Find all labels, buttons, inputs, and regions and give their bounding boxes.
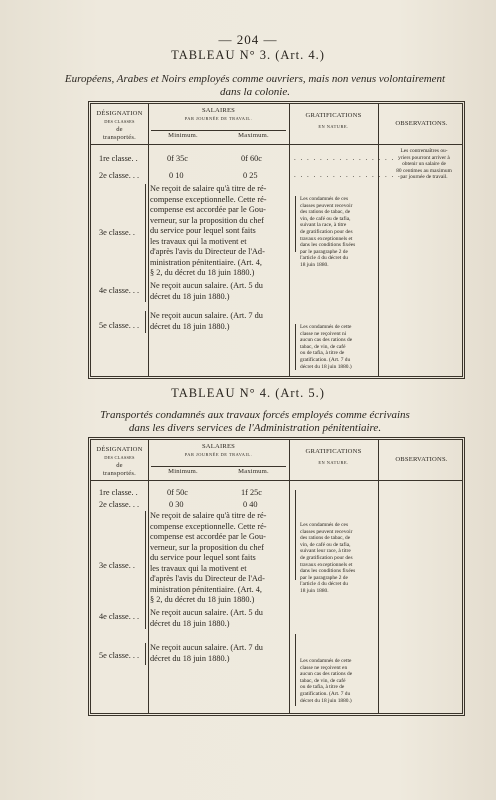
text-line: Ne reçoit de salaire qu'à titre de ré- [150, 511, 267, 520]
grat-line: décret du 18 juin 1880.) [300, 363, 352, 370]
grat-line: de gratification pour des [300, 228, 353, 235]
grat-line: vin, de café ou de tafia, [300, 541, 351, 548]
note-line: obtenir un salaire de [402, 161, 446, 168]
grat-line: l'article 4 du décret du [300, 581, 348, 588]
header-text: DÉSIGNATION [96, 446, 143, 453]
text-line: décret du 18 juin 1880.) [150, 653, 230, 663]
note-line: vriers pourront arriver à [398, 154, 450, 161]
grat-line: suivant la race, à titre [300, 222, 347, 229]
text-line: Ne reçoit aucun salaire. (Art. 7 du [150, 643, 263, 652]
text-line: Ne reçoit aucun salaire. (Art. 5 du [150, 281, 263, 290]
classe-4: 4e classe. . . [99, 612, 140, 621]
header-text: transportés. [103, 134, 136, 141]
grat-line: classes peuvent recevoir [300, 528, 353, 535]
text-line: compense exceptionnelle. Cette ré- [150, 194, 267, 204]
gratifications-header [289, 448, 378, 467]
grat-line: décret du 18 juin 1880.) [300, 697, 352, 704]
table4-subtitle-line: Transportés condamnés aux travaux forcés employés comme écrivains [100, 409, 410, 421]
designation-header [91, 110, 148, 142]
classe5-text [150, 643, 290, 664]
grat-line: classe ne reçoivent en [300, 664, 348, 671]
header-text: EN NATURE. [318, 124, 349, 129]
grat-line: travaux exceptionnels et [300, 235, 353, 242]
header-text: DÉSIGNATION [96, 110, 143, 117]
table4-subtitle [60, 409, 450, 435]
text-line: Ne reçoit de salaire qu'à titre de ré- [150, 184, 267, 193]
header-text: de [116, 462, 123, 469]
classe3-text [150, 511, 290, 606]
dots-2: . . . . . . . . . . . . . . . . . [294, 171, 402, 179]
grat-line: aucun cas des rations de [300, 671, 353, 678]
header-text: EN NATURE. [318, 460, 349, 465]
header-text: SALAIRES [201, 107, 236, 114]
grat-line: gratification. (Art. 7 du [300, 356, 351, 363]
max-2: 0 25 [243, 171, 258, 180]
classe-1: 1re classe. . [99, 488, 138, 497]
header-text: SALAIRES [201, 443, 236, 450]
table3-subtitle [60, 73, 450, 99]
text-line: décret du 18 juin 1880.) [150, 321, 230, 331]
table4-subtitle-line: dans les divers services de l'Administration pénitentiaire. [128, 422, 382, 434]
classe-3: 3e classe. . [99, 561, 135, 570]
text-line: décret du 18 juin 1880.) [150, 618, 230, 628]
text-line: ministration pénitentiaire. (Art. 4, [150, 257, 262, 267]
dots-1: . . . . . . . . . . . . . . . . . [294, 154, 402, 162]
observation-note [383, 148, 465, 181]
text-line: Ne reçoit aucun salaire. (Art. 5 du [150, 608, 263, 617]
max-1: 0f 60c [241, 154, 262, 163]
table3-title: TABLEAU N° 3. (Art. 4.) [171, 48, 325, 62]
salaires-header [148, 107, 289, 123]
grat-line: ou de tafia, à titre de [300, 684, 345, 691]
min-2: 0 30 [169, 500, 184, 509]
grat-line: gratification. (Art. 7 du [300, 690, 351, 697]
classe-1: 1re classe. . [99, 154, 138, 163]
grat-line: ou de tafia, à titre de [300, 350, 345, 357]
gratification-3-4 [300, 522, 380, 595]
grat-line: l'article 4 du décret du [300, 255, 348, 262]
grat-line: Les condamnés de ces [300, 196, 349, 202]
text-line: d'après l'avis du Directeur de l'Ad- [150, 574, 265, 583]
text-line: § 2, du décret du 18 juin 1880.) [150, 595, 255, 604]
grat-line: tabac, de vin, de café [300, 677, 346, 684]
text-line: les travaux qui la motivent et [150, 236, 247, 246]
grat-line: classe ne reçoivent ni [300, 330, 347, 337]
grat-line: classes peuvent recevoir [300, 202, 353, 209]
table3-subtitle-line: dans la colonie. [220, 86, 290, 98]
grat-line: Les condamnés de cette [300, 324, 352, 330]
text-line: ministration pénitentiaire. (Art. 4, [150, 584, 262, 594]
table4 [88, 437, 465, 716]
grat-line: travaux exceptionnels et [300, 561, 353, 568]
classe-4: 4e classe. . . [99, 286, 140, 295]
minimum-header: Minimum. [168, 132, 198, 139]
classe-3: 3e classe. . [99, 228, 135, 237]
header-text: PAR JOURNÉE DE TRAVAIL. [184, 452, 253, 457]
text-line: compense est accordée par le Gou- [150, 532, 266, 541]
classe-2: 2e classe. . . [99, 500, 140, 509]
text-line: compense est accordée par le Gou- [150, 205, 266, 214]
header-text: transportés. [103, 470, 136, 477]
header-text: GRATIFICATIONS [305, 448, 362, 455]
grat-line: suivant leur race, à titre [300, 548, 351, 555]
gratification-5 [300, 658, 380, 704]
minimum-header: Minimum. [168, 468, 198, 475]
table3 [88, 101, 465, 379]
classe-2: 2e classe. . . [99, 171, 140, 180]
text-line: du service pour lequel sont faits [150, 553, 256, 562]
min-1: 0f 35c [167, 154, 188, 163]
grat-line: par le paragraphe 2 de [300, 574, 348, 581]
classe-5: 5e classe. . . [99, 321, 140, 330]
grat-line: 18 juin 1880. [300, 587, 329, 594]
grat-line: par le paragraphe 2 de [300, 248, 348, 255]
page-number: — 204 — [218, 32, 278, 47]
text-line: d'après l'avis du Directeur de l'Ad- [150, 247, 265, 256]
classe-5: 5e classe. . . [99, 651, 140, 660]
text-line: les travaux qui la motivent et [150, 563, 247, 573]
text-line: verneur, sur la proposition du chef [150, 215, 264, 225]
designation-header [91, 446, 148, 478]
grat-line: aucun cas des rations de [300, 337, 353, 344]
header-text: GRATIFICATIONS [305, 112, 362, 119]
gratifications-header [289, 112, 378, 131]
grat-line: dans les conditions fixées [300, 242, 356, 249]
classe5-text [150, 311, 290, 332]
grat-line: vin, de café ou de tafia, [300, 215, 351, 222]
text-line: décret du 18 juin 1880.) [150, 291, 230, 301]
min-1: 0f 50c [167, 488, 188, 497]
note-line: Les contremaîtres ou- [400, 148, 448, 154]
grat-line: dans les conditions fixées [300, 568, 356, 575]
classe4-text [150, 281, 290, 302]
text-line: compense exceptionnelle. Cette ré- [150, 521, 267, 531]
max-2: 0 40 [243, 500, 258, 509]
observations-header: OBSERVATIONS. [395, 120, 448, 127]
grat-line: de gratification pour des [300, 554, 353, 561]
text-line: verneur, sur la proposition du chef [150, 542, 264, 552]
gratification-3-4 [300, 196, 380, 269]
text-line: du service pour lequel sont faits [150, 226, 256, 235]
maximum-header: Maximum. [238, 132, 269, 139]
note-line: par journée de travail. [400, 174, 448, 181]
classe4-text [150, 608, 290, 629]
text-line: Ne reçoit aucun salaire. (Art. 7 du [150, 311, 263, 320]
grat-line: tabac, de vin, de café [300, 343, 346, 350]
header-text: de [116, 126, 123, 133]
gratification-5 [300, 324, 380, 370]
header-text: DES CLASSES [104, 455, 135, 460]
note-line: 80 centimes au maximum [396, 167, 452, 174]
grat-line: des rations de tabac, de [300, 535, 351, 542]
classe3-text [150, 184, 290, 279]
text-line: § 2, du décret du 18 juin 1880.) [150, 268, 255, 277]
observations-header: OBSERVATIONS. [395, 456, 448, 463]
header-text: DES CLASSES [104, 119, 135, 124]
table3-subtitle-line: Européens, Arabes et Noirs employés comme ouvriers, mais non venus volontairement [64, 73, 446, 85]
grat-line: Les condamnés de ces [300, 522, 349, 528]
maximum-header: Maximum. [238, 468, 269, 475]
min-2: 0 10 [169, 171, 184, 180]
salaires-header [148, 443, 289, 459]
grat-line: Les condamnés de cette [300, 658, 352, 664]
max-1: 1f 25c [241, 488, 262, 497]
table4-title: TABLEAU N° 4. (Art. 5.) [171, 386, 325, 400]
header-text: PAR JOURNÉE DE TRAVAIL. [184, 116, 253, 121]
grat-line: 18 juin 1880. [300, 261, 329, 268]
grat-line: des rations de tabac, de [300, 209, 351, 216]
